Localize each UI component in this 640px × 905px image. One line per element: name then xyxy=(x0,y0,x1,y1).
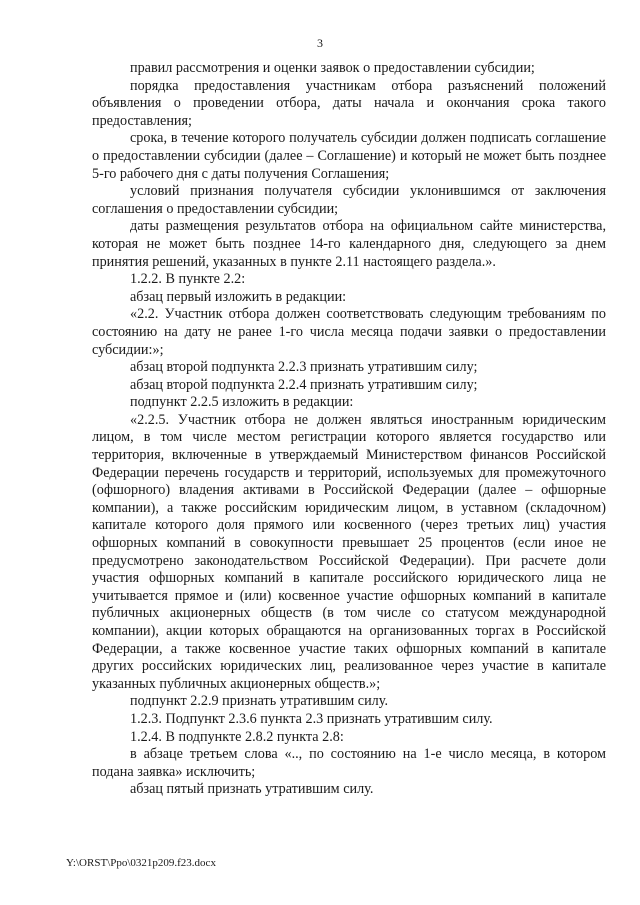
paragraph: в абзаце третьем слова «.., по состоянию на 1-е число месяца, в котором подана заявка» исключить; xyxy=(92,746,606,780)
paragraph: абзац пятый признать утратившим силу. xyxy=(130,781,374,798)
paragraph: подпункт 2.2.5 изложить в редакции: xyxy=(130,394,354,411)
paragraph: «2.2. Участник отбора должен соответствовать следующим требованиям по состоянию на дату не ранее 1-го числа месяца подачи заявки о предоставлении субсидии:»; xyxy=(92,306,606,358)
paragraph: 1.2.4. В подпункте 2.8.2 пункта 2.8: xyxy=(130,728,344,745)
paragraph: условий признания получателя субсидии уклонившимся от заключения соглашения о предоставлении субсидии; xyxy=(92,183,606,217)
paragraph: абзац первый изложить в редакции: xyxy=(130,288,347,305)
paragraph: 1.2.2. В пункте 2.2: xyxy=(130,271,246,288)
paragraph: 1.2.3. Подпункт 2.3.6 пункта 2.3 признать утратившим силу. xyxy=(130,710,493,727)
paragraph: абзац второй подпункта 2.2.4 признать утратившим силу; xyxy=(130,376,478,393)
paragraph: порядка предоставления участникам отбора разъяснений положений объявления о проведении отбора, даты начала и окончания срока такого предоставления; xyxy=(92,77,606,129)
paragraph: правил рассмотрения и оценки заявок о предоставлении субсидии; xyxy=(130,60,535,76)
document-body xyxy=(92,60,606,799)
paragraph: даты размещения результатов отбора на официальном сайте министерства, которая не может быть позднее 14-го календарного дня, следующего за днем принятия решений, указанных в пункте 2.11 настоящего раздела.». xyxy=(92,218,606,270)
paragraph: абзац второй подпункта 2.2.3 признать утратившим силу; xyxy=(130,359,478,376)
paragraph: срока, в течение которого получатель субсидии должен подписать соглашение о предоставлении субсидии (далее – Соглашение) и который не может быть позднее 5-го рабочего дня с даты получения Соглашения; xyxy=(92,130,606,182)
paragraph: «2.2.5. Участник отбора не должен являться иностранным юридическим лицом, в том числе местом регистрации которого является государство или территория, включенные в утверждаемый Министерством финансов Российской Федерации перечень государств и территорий, используемых для промежуточного (офшорного) владения активами в Российской Федерации (далее – офшорные компании), а также российским юридическим лицом, в уставном (складочном) капитале которого доля прямого или косвенного (через третьих лиц) участия офшорных компаний в совокупности превышает 25 процентов (если иное не предусмотрено законодательством Российской Федерации). При расчете доли участия офшорных компаний в капитале российского юридического лица не учитывается прямое и (или) косвенное участие офшорных компаний в капитале публичных акционерных обществ (в том числе со статусом международной компании), акции которых обращаются на организованных торгах в Российской Федерации, а также косвенное участие таких офшорных компаний в капитале других российских юридических лиц, реализованное через участие в капитале указанных публичных акционерных обществ.»; xyxy=(92,411,606,692)
footer-file-path: Y:\ORST\Ppo\0321p209.f23.docx xyxy=(66,857,216,869)
paragraph: подпункт 2.2.9 признать утратившим силу. xyxy=(130,693,388,710)
page-number: 3 xyxy=(317,36,323,50)
